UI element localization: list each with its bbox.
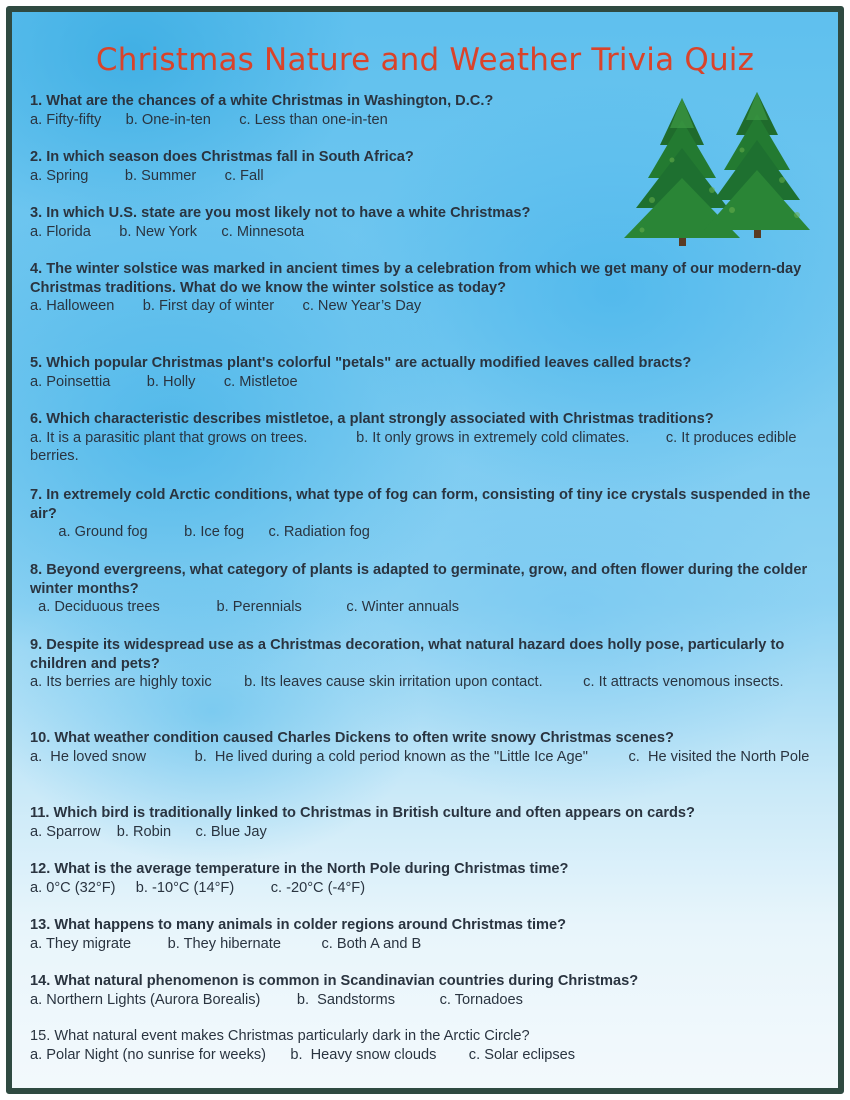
question-text: 11. Which bird is traditionally linked to Christmas in British culture and often appears on cards? bbox=[30, 805, 695, 821]
question-text: 1. What are the chances of a white Christmas in Washington, D.C.? bbox=[30, 93, 494, 109]
question-text: 10. What weather condition caused Charles Dickens to often write snowy Christmas scenes? bbox=[30, 730, 674, 746]
question-14 bbox=[30, 972, 830, 1009]
question-text: 13. What happens to many animals in colder regions around Christmas time? bbox=[30, 917, 567, 933]
question-text: 7. In extremely cold Arctic conditions, what type of fog can form, consisting of tiny ice crystals suspended in the air? bbox=[30, 487, 811, 522]
question-7 bbox=[30, 486, 830, 542]
question-5 bbox=[30, 354, 830, 391]
answer-options: a. Fifty-fifty b. One-in-ten c. Less than one-in-ten bbox=[30, 111, 388, 128]
question-11 bbox=[30, 804, 830, 841]
question-13 bbox=[30, 916, 830, 953]
question-text: 14. What natural phenomenon is common in Scandinavian countries during Christmas? bbox=[30, 973, 639, 989]
answer-options: a. They migrate b. They hibernate c. Both A and B bbox=[30, 935, 422, 952]
question-text: 2. In which season does Christmas fall in South Africa? bbox=[30, 149, 414, 165]
question-2 bbox=[30, 148, 830, 185]
question-1 bbox=[30, 92, 830, 129]
answer-options: a. Ground fog b. Ice fog c. Radiation fog bbox=[30, 524, 370, 541]
answer-options: a. Sparrow b. Robin c. Blue Jay bbox=[30, 823, 267, 840]
question-4 bbox=[30, 260, 830, 316]
question-text: 4. The winter solstice was marked in ancient times by a celebration from which we get many of our modern-day Christmas traditions. What do we know the winter solstice as today? bbox=[30, 261, 802, 296]
question-9 bbox=[30, 636, 830, 692]
question-text: 3. In which U.S. state are you most likely not to have a white Christmas? bbox=[30, 205, 531, 221]
question-text: 6. Which characteristic describes mistletoe, a plant strongly associated with Christmas traditions? bbox=[30, 411, 714, 427]
answer-options: a. It is a parasitic plant that grows on trees. b. It only grows in extremely cold climates. c. It produces edible berries. bbox=[30, 429, 801, 465]
page-title: Christmas Nature and Weather Trivia Quiz bbox=[95, 42, 755, 78]
question-3 bbox=[30, 204, 830, 241]
question-12 bbox=[30, 860, 830, 897]
answer-options: a. Polar Night (no sunrise for weeks) b. Heavy snow clouds c. Solar eclipses bbox=[30, 1046, 576, 1063]
question-10 bbox=[30, 729, 830, 766]
answer-options: a. Halloween b. First day of winter c. New Year’s Day bbox=[30, 298, 422, 315]
question-6 bbox=[30, 410, 830, 466]
answer-options: a. Spring b. Summer c. Fall bbox=[30, 167, 264, 184]
question-text: 5. Which popular Christmas plant's colorful "petals" are actually modified leaves called bracts? bbox=[30, 355, 692, 371]
answer-options: a. Deciduous trees b. Perennials c. Winter annuals bbox=[30, 599, 460, 616]
question-8 bbox=[30, 561, 830, 617]
answer-options: a. Poinsettia b. Holly c. Mistletoe bbox=[30, 373, 298, 390]
answer-options: a. 0°C (32°F) b. -10°C (14°F) c. -20°C (-4°F) bbox=[30, 879, 366, 896]
answer-options: a. Northern Lights (Aurora Borealis) b. Sandstorms c. Tornadoes bbox=[30, 991, 523, 1008]
question-text: 12. What is the average temperature in the North Pole during Christmas time? bbox=[30, 861, 569, 877]
quiz-page bbox=[6, 6, 844, 1094]
answer-options: a. Its berries are highly toxic b. Its leaves cause skin irritation upon contact. c. It attracts venomous insects. bbox=[30, 674, 784, 691]
answer-options: a. He loved snow b. He lived during a cold period known as the "Little Ice Age" c. He visited the North Pole bbox=[30, 748, 810, 765]
question-text: 9. Despite its widespread use as a Christmas decoration, what natural hazard does holly pose, particularly to children and pets? bbox=[30, 637, 785, 672]
question-text: 8. Beyond evergreens, what category of plants is adapted to germinate, grow, and often flower during the colder winter months? bbox=[30, 562, 808, 597]
question-text: 15. What natural event makes Christmas particularly dark in the Arctic Circle? bbox=[30, 1028, 530, 1044]
answer-options: a. Florida b. New York c. Minnesota bbox=[30, 223, 305, 240]
question-15 bbox=[30, 1027, 830, 1064]
